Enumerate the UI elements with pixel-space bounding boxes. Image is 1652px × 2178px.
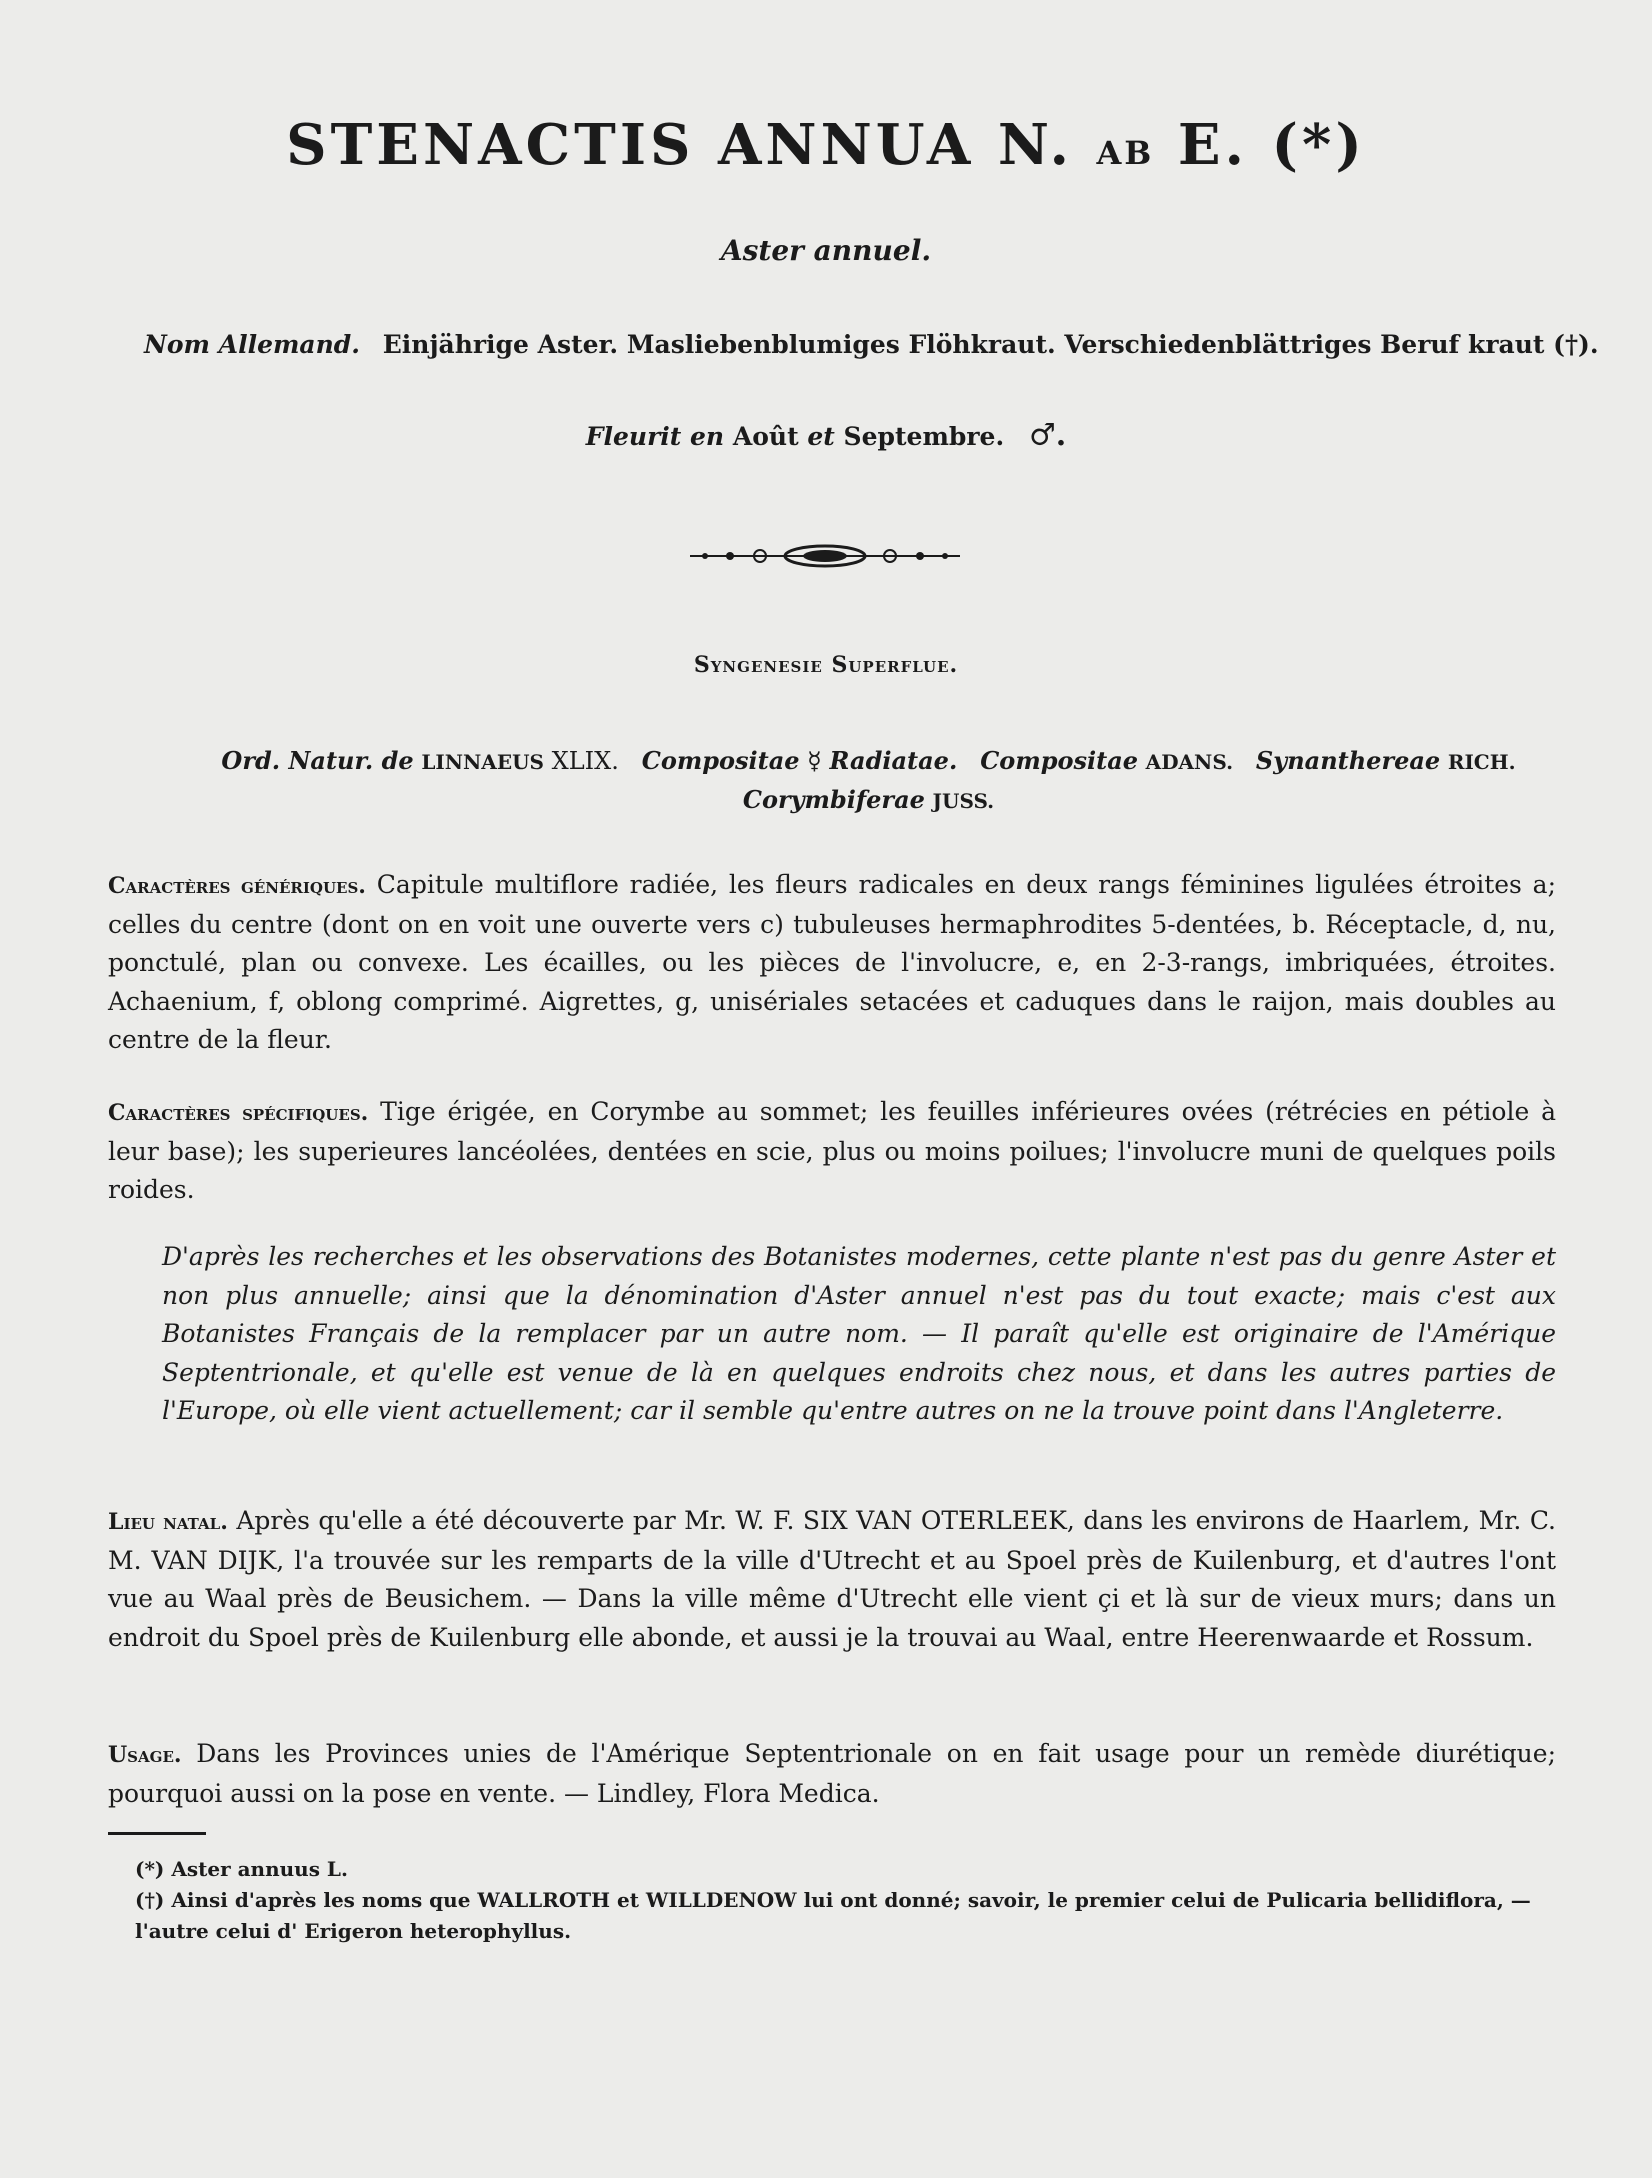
usage-section bbox=[108, 1735, 1556, 1813]
specific-characters bbox=[108, 1093, 1556, 1210]
german-label: Nom Allemand. bbox=[144, 330, 360, 359]
subtitle: Aster annuel. bbox=[720, 234, 932, 267]
title-footnote-mark: (*) bbox=[1271, 112, 1366, 178]
ord-compositae: Compositae bbox=[641, 746, 800, 775]
ord-rich: RICH. bbox=[1447, 750, 1516, 774]
flowering-month2: Septembre. bbox=[843, 422, 1005, 451]
usage-lead: Usage. bbox=[108, 1742, 182, 1768]
ord-adans: ADANS. bbox=[1145, 750, 1234, 774]
footnotes bbox=[135, 1854, 1556, 1947]
biennial-symbol: ♂. bbox=[1028, 418, 1067, 453]
ord-corymbiferae: Corymbiferae bbox=[742, 785, 925, 814]
footnote-1: (*) Aster annuus L. bbox=[135, 1857, 348, 1881]
german-names bbox=[144, 330, 1599, 359]
flowering-prefix: Fleurit bbox=[585, 422, 682, 451]
ord-prefix: Ord. Natur. de bbox=[221, 746, 414, 775]
generic-text: Capitule multiflore radiée, les fleurs radicales en deux rangs féminines ligulées étroites a; celles du centre (dont on en voit une ouverte vers c) tubuleuses hermaphrodites 5-dentées, b. Réceptacle, d, nu, ponctulé, plan ou convexe. Les écailles, ou les pièces de l'involucre, e, en 2-3-rangs, imbriquées, étroites. Achaenium, f, oblong comprimé. Aigrettes, g, unisériales setacées et caduques dans le raijon, mais doubles au centre de la fleur. bbox=[108, 870, 1557, 1054]
generic-characters bbox=[108, 866, 1556, 1060]
generic-lead: Caractères génériques. bbox=[108, 873, 366, 899]
specific-lead: Caractères spécifiques. bbox=[108, 1100, 369, 1126]
german-names-text: Einjährige Aster. Masliebenblumiges Flöhkraut. Verschiedenblättriges Beruf kraut (†). bbox=[382, 330, 1599, 359]
ord-compositae-2: Compositae bbox=[980, 746, 1139, 775]
flowering-en: en bbox=[690, 422, 725, 451]
flowering-month1: Août bbox=[732, 422, 799, 451]
title-e: E. bbox=[1177, 112, 1249, 178]
footnote-divider bbox=[108, 1832, 206, 1835]
title-main: STENACTIS ANNUA N. bbox=[286, 112, 1073, 178]
habitat-section bbox=[108, 1502, 1556, 1657]
habitat-lead: Lieu natal. bbox=[108, 1509, 228, 1535]
page-title bbox=[0, 112, 1652, 178]
remark-paragraph: D'après les recherches et les observations des Botanistes modernes, cette plante n'est pas du genre Aster et non plus annuelle; ainsi que la dénomination d'Aster annuel n'est pas du tout exacte; mais c'est aux Botanistes Français de la remplacer par un autre nom. — Il paraît qu'elle est originaire de l'Amérique Septentrionale, et qu'elle est venue de là en quelques endroits chez nous, et dans les autres parties de l'Europe, où elle vient actuellement; car il semble qu'entre autres on ne la trouve point dans l'Angleterre. bbox=[162, 1242, 1556, 1425]
flowering-et: et bbox=[807, 422, 835, 451]
ord-synanthereae: Synanthereae bbox=[1255, 746, 1441, 775]
footnote-2: (†) Ainsi d'après les noms que WALLROTH et WILLDENOW lui ont donné; savoir, le premier celui de Pulicaria bellidiflora, — l'autre celui d' Erigeron heterophyllus. bbox=[135, 1888, 1531, 1943]
ord-linnaeus: LINNAEUS bbox=[421, 750, 544, 774]
specific-text: Tige érigée, en Corymbe au sommet; les feuilles inférieures ovées (rétrécies en pétiole à leur base); les superieures lancéolées, dentées en scie, plus ou moins poilues; l'involucre muni de quelques poils roides. bbox=[108, 1097, 1556, 1204]
ord-number: XLIX. bbox=[551, 747, 619, 775]
ord-juss: JUSS. bbox=[932, 789, 995, 813]
natural-order: Ord. Natur. de LINNAEUS XLIX. Compositae ☿ Radiatae. Compositae ADANS. Synanthereae RICH. Corymbiferae JUSS. bbox=[221, 746, 1516, 814]
flowering-line bbox=[0, 418, 1652, 453]
habitat-text: Après qu'elle a été découverte par Mr. W. F. SIX VAN OTERLEEK, dans les environs de Haarlem, Mr. C. M. VAN DIJK, l'a trouvée sur les remparts de la ville d'Utrecht et au Spoel près de Kuilenburg, et d'autres l'ont vue au Waal près de Beusichem. — Dans la ville même d'Utrecht elle vient çi et là sur de vieux murs; dans un endroit du Spoel près de Kuilenburg elle abonde, et aussi je la trouvai au Waal, entre Heerenwaarde et Rossum. bbox=[108, 1506, 1557, 1652]
usage-text: Dans les Provinces unies de l'Amérique Septentrionale on en fait usage pour un remède diurétique; pourquoi aussi on la pose en vente. — Lindley, Flora Medica. bbox=[108, 1739, 1556, 1808]
title-ab: AB bbox=[1096, 134, 1155, 172]
ord-radiatae: Radiatae. bbox=[829, 746, 958, 775]
scroll-ornament-icon bbox=[690, 542, 960, 570]
section-heading: Syngenesie Superflue. bbox=[693, 652, 959, 678]
